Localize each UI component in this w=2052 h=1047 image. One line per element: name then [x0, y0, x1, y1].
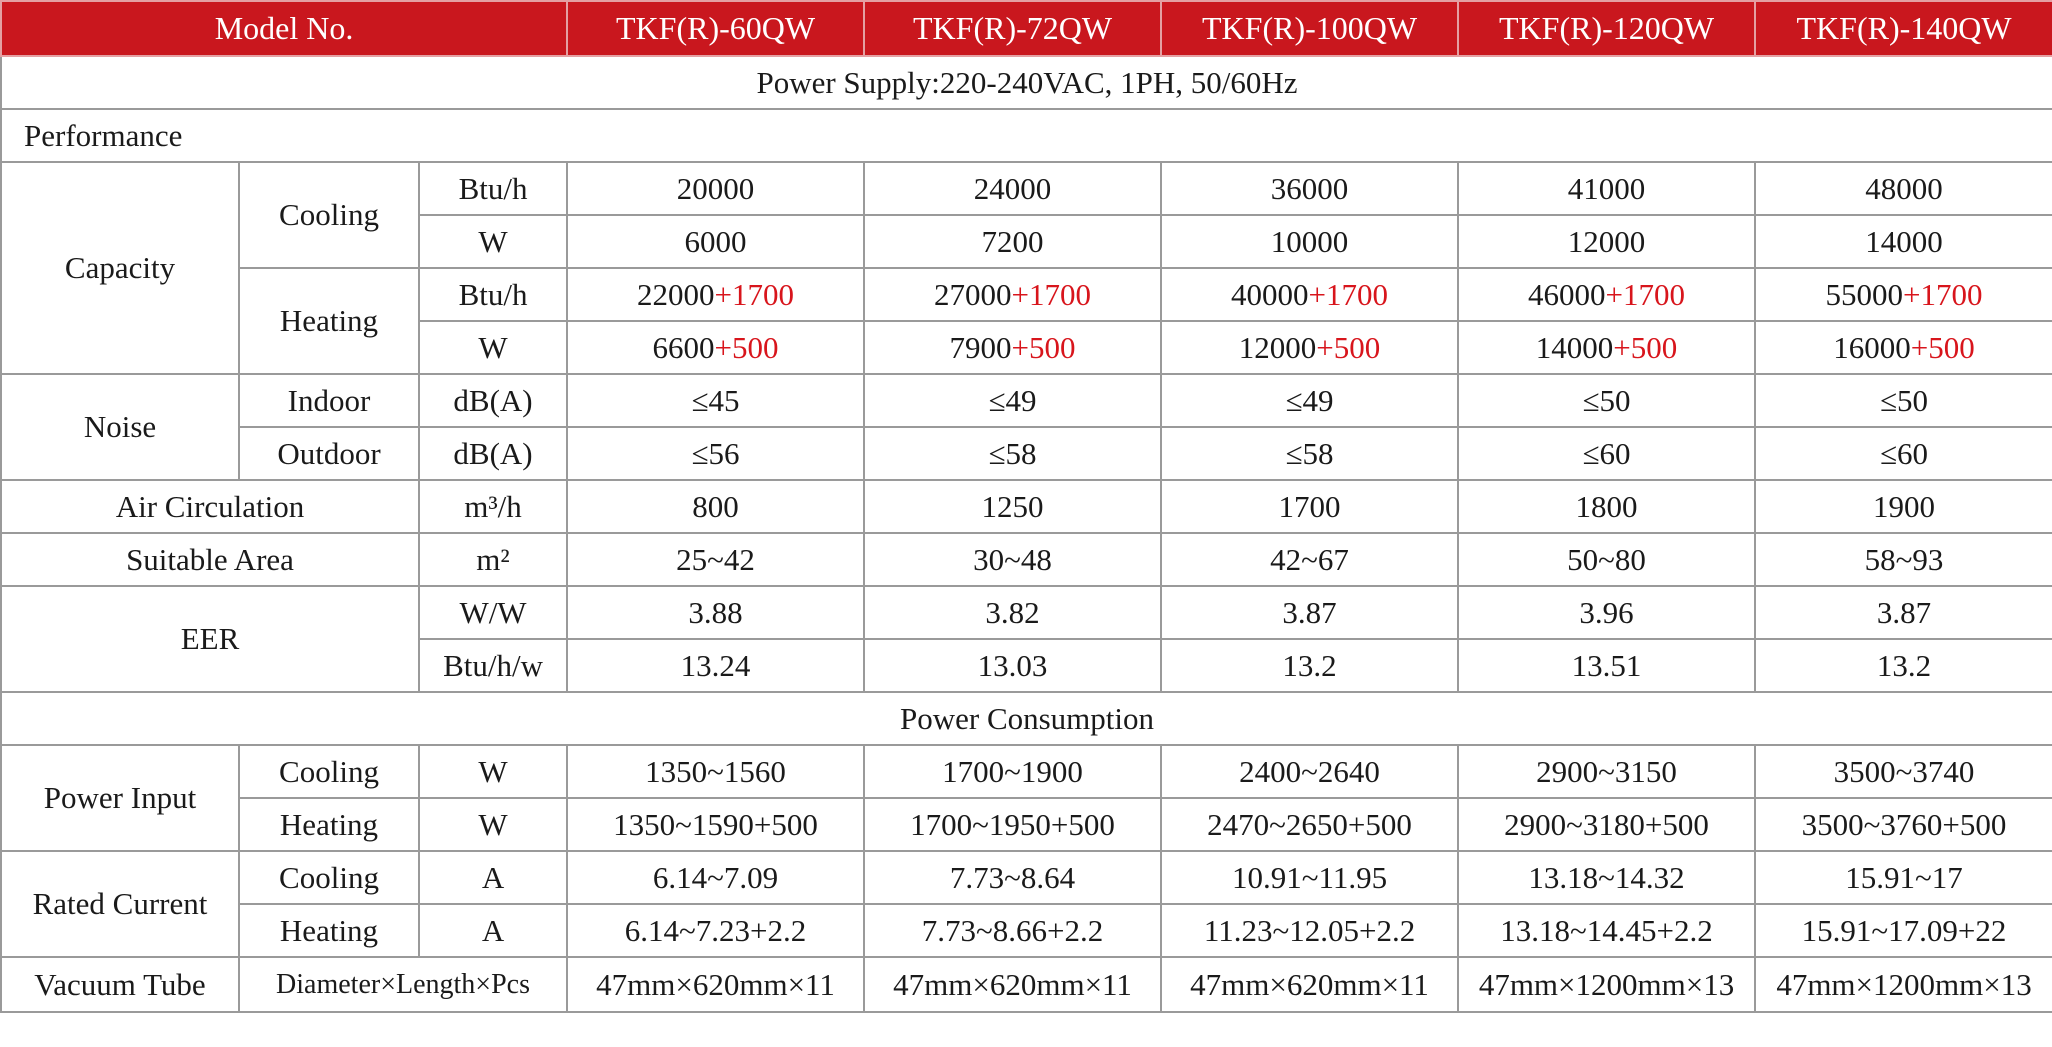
- electric-heater-extra: +1700: [1605, 276, 1686, 312]
- performance-row: [1, 109, 2052, 162]
- value-cell: 48000: [1755, 162, 2052, 215]
- base-value: 40000: [1231, 276, 1309, 312]
- value-cell: [567, 321, 864, 374]
- value-cell: 47mm×620mm×11: [864, 957, 1161, 1012]
- unit-cell: A: [419, 904, 567, 957]
- value-cell: 1350~1590+500: [567, 798, 864, 851]
- header-row: [1, 1, 2052, 56]
- value-cell: [1161, 321, 1458, 374]
- value-cell: 12000: [1458, 215, 1755, 268]
- value-cell: 15.91~17: [1755, 851, 2052, 904]
- value-cell: 10000: [1161, 215, 1458, 268]
- unit-cell: W: [419, 745, 567, 798]
- value-cell: 6000: [567, 215, 864, 268]
- unit-cell: W: [419, 215, 567, 268]
- performance-section-title: Performance: [1, 109, 2052, 162]
- value-cell: 15.91~17.09+22: [1755, 904, 2052, 957]
- value-cell: 13.2: [1161, 639, 1458, 692]
- table-row: [1, 745, 2052, 798]
- power-supply-text: Power Supply:220-240VAC, 1PH, 50/60Hz: [1, 56, 2052, 109]
- value-cell: ≤45: [567, 374, 864, 427]
- value-cell: 24000: [864, 162, 1161, 215]
- table-row: [1, 268, 2052, 321]
- electric-heater-extra: +500: [1910, 329, 1975, 365]
- value-cell: 13.2: [1755, 639, 2052, 692]
- unit-cell: dB(A): [419, 427, 567, 480]
- value-cell: [1755, 268, 2052, 321]
- value-cell: 41000: [1458, 162, 1755, 215]
- table-row: [1, 374, 2052, 427]
- noise-outdoor-label: Outdoor: [239, 427, 419, 480]
- power-input-cooling-label: Cooling: [239, 745, 419, 798]
- electric-heater-extra: +1700: [1011, 276, 1092, 312]
- value-cell: [1458, 268, 1755, 321]
- value-cell: 10.91~11.95: [1161, 851, 1458, 904]
- electric-heater-extra: +500: [1613, 329, 1678, 365]
- model-header: TKF(R)-120QW: [1458, 1, 1755, 56]
- value-cell: 1250: [864, 480, 1161, 533]
- value-cell: 7.73~8.64: [864, 851, 1161, 904]
- value-cell: 800: [567, 480, 864, 533]
- electric-heater-extra: +500: [1316, 329, 1381, 365]
- value-cell: 36000: [1161, 162, 1458, 215]
- value-cell: 1800: [1458, 480, 1755, 533]
- capacity-label: Capacity: [1, 162, 239, 374]
- table-row: [1, 480, 2052, 533]
- base-value: 7900: [949, 329, 1012, 365]
- value-cell: [864, 268, 1161, 321]
- power-consumption-section-title: Power Consumption: [1, 692, 2052, 745]
- value-cell: 3.88: [567, 586, 864, 639]
- value-cell: 7200: [864, 215, 1161, 268]
- base-value: 6600: [652, 329, 715, 365]
- value-cell: 6.14~7.09: [567, 851, 864, 904]
- base-value: 46000: [1528, 276, 1606, 312]
- value-cell: 3500~3760+500: [1755, 798, 2052, 851]
- electric-heater-extra: +1700: [1308, 276, 1389, 312]
- value-cell: 13.03: [864, 639, 1161, 692]
- value-cell: [1161, 268, 1458, 321]
- value-cell: 3.82: [864, 586, 1161, 639]
- value-cell: 25~42: [567, 533, 864, 586]
- table-row: [1, 162, 2052, 215]
- value-cell: 47mm×1200mm×13: [1458, 957, 1755, 1012]
- power-supply-row: [1, 56, 2052, 109]
- value-cell: 2400~2640: [1161, 745, 1458, 798]
- unit-cell: W/W: [419, 586, 567, 639]
- unit-cell: Btu/h/w: [419, 639, 567, 692]
- unit-cell: A: [419, 851, 567, 904]
- base-value: 27000: [934, 276, 1012, 312]
- rated-current-cooling-label: Cooling: [239, 851, 419, 904]
- value-cell: 1900: [1755, 480, 2052, 533]
- value-cell: ≤56: [567, 427, 864, 480]
- base-value: 55000: [1825, 276, 1904, 312]
- value-cell: 13.18~14.45+2.2: [1458, 904, 1755, 957]
- unit-cell: m²: [419, 533, 567, 586]
- value-cell: 13.24: [567, 639, 864, 692]
- value-cell: ≤60: [1755, 427, 2052, 480]
- unit-cell: Btu/h: [419, 268, 567, 321]
- value-cell: 1700~1900: [864, 745, 1161, 798]
- table-row: [1, 798, 2052, 851]
- unit-cell: W: [419, 321, 567, 374]
- value-cell: 30~48: [864, 533, 1161, 586]
- value-cell: 7.73~8.66+2.2: [864, 904, 1161, 957]
- model-header: TKF(R)-72QW: [864, 1, 1161, 56]
- value-cell: ≤49: [1161, 374, 1458, 427]
- suitable-area-label: Suitable Area: [1, 533, 419, 586]
- value-cell: [1458, 321, 1755, 374]
- table-row: [1, 851, 2052, 904]
- value-cell: 13.18~14.32: [1458, 851, 1755, 904]
- unit-cell: Diameter×Length×Pcs: [239, 957, 567, 1012]
- table-row: [1, 427, 2052, 480]
- power-input-label: Power Input: [1, 745, 239, 851]
- value-cell: [864, 321, 1161, 374]
- base-value: 16000: [1833, 329, 1911, 365]
- value-cell: ≤49: [864, 374, 1161, 427]
- value-cell: 3.87: [1161, 586, 1458, 639]
- value-cell: 47mm×620mm×11: [567, 957, 864, 1012]
- capacity-cooling-label: Cooling: [239, 162, 419, 268]
- table-row: [1, 533, 2052, 586]
- model-no-label: Model No.: [1, 1, 567, 56]
- value-cell: 3.96: [1458, 586, 1755, 639]
- electric-heater-extra: +1700: [1903, 276, 1983, 312]
- noise-indoor-label: Indoor: [239, 374, 419, 427]
- model-header: TKF(R)-100QW: [1161, 1, 1458, 56]
- value-cell: 42~67: [1161, 533, 1458, 586]
- value-cell: [1755, 321, 2052, 374]
- value-cell: 3500~3740: [1755, 745, 2052, 798]
- model-header: TKF(R)-60QW: [567, 1, 864, 56]
- unit-cell: Btu/h: [419, 162, 567, 215]
- capacity-heating-label: Heating: [239, 268, 419, 374]
- value-cell: 20000: [567, 162, 864, 215]
- value-cell: 1700~1950+500: [864, 798, 1161, 851]
- eer-label: EER: [1, 586, 419, 692]
- value-cell: 11.23~12.05+2.2: [1161, 904, 1458, 957]
- value-cell: 14000: [1755, 215, 2052, 268]
- value-cell: 6.14~7.23+2.2: [567, 904, 864, 957]
- value-cell: 3.87: [1755, 586, 2052, 639]
- electric-heater-extra: +500: [714, 329, 779, 365]
- value-cell: 47mm×620mm×11: [1161, 957, 1458, 1012]
- value-cell: 13.51: [1458, 639, 1755, 692]
- value-cell: 2470~2650+500: [1161, 798, 1458, 851]
- value-cell: 2900~3150: [1458, 745, 1755, 798]
- value-cell: 58~93: [1755, 533, 2052, 586]
- base-value: 12000: [1238, 329, 1317, 365]
- value-cell: ≤58: [864, 427, 1161, 480]
- vacuum-tube-label: Vacuum Tube: [1, 957, 239, 1012]
- table-row: [1, 904, 2052, 957]
- electric-heater-extra: +1700: [714, 276, 795, 312]
- value-cell: 1350~1560: [567, 745, 864, 798]
- base-value: 14000: [1535, 329, 1614, 365]
- value-cell: 47mm×1200mm×13: [1755, 957, 2052, 1012]
- unit-cell: W: [419, 798, 567, 851]
- model-header: TKF(R)-140QW: [1755, 1, 2052, 56]
- unit-cell: m³/h: [419, 480, 567, 533]
- noise-label: Noise: [1, 374, 239, 480]
- power-consumption-row: [1, 692, 2052, 745]
- value-cell: ≤50: [1458, 374, 1755, 427]
- value-cell: [567, 268, 864, 321]
- base-value: 22000: [637, 276, 715, 312]
- value-cell: ≤58: [1161, 427, 1458, 480]
- value-cell: 50~80: [1458, 533, 1755, 586]
- table-row: [1, 586, 2052, 639]
- rated-current-heating-label: Heating: [239, 904, 419, 957]
- electric-heater-extra: +500: [1011, 329, 1076, 365]
- unit-cell: dB(A): [419, 374, 567, 427]
- value-cell: 1700: [1161, 480, 1458, 533]
- value-cell: 2900~3180+500: [1458, 798, 1755, 851]
- air-circulation-label: Air Circulation: [1, 480, 419, 533]
- value-cell: ≤50: [1755, 374, 2052, 427]
- value-cell: ≤60: [1458, 427, 1755, 480]
- table-row: [1, 957, 2052, 1012]
- power-input-heating-label: Heating: [239, 798, 419, 851]
- rated-current-label: Rated Current: [1, 851, 239, 957]
